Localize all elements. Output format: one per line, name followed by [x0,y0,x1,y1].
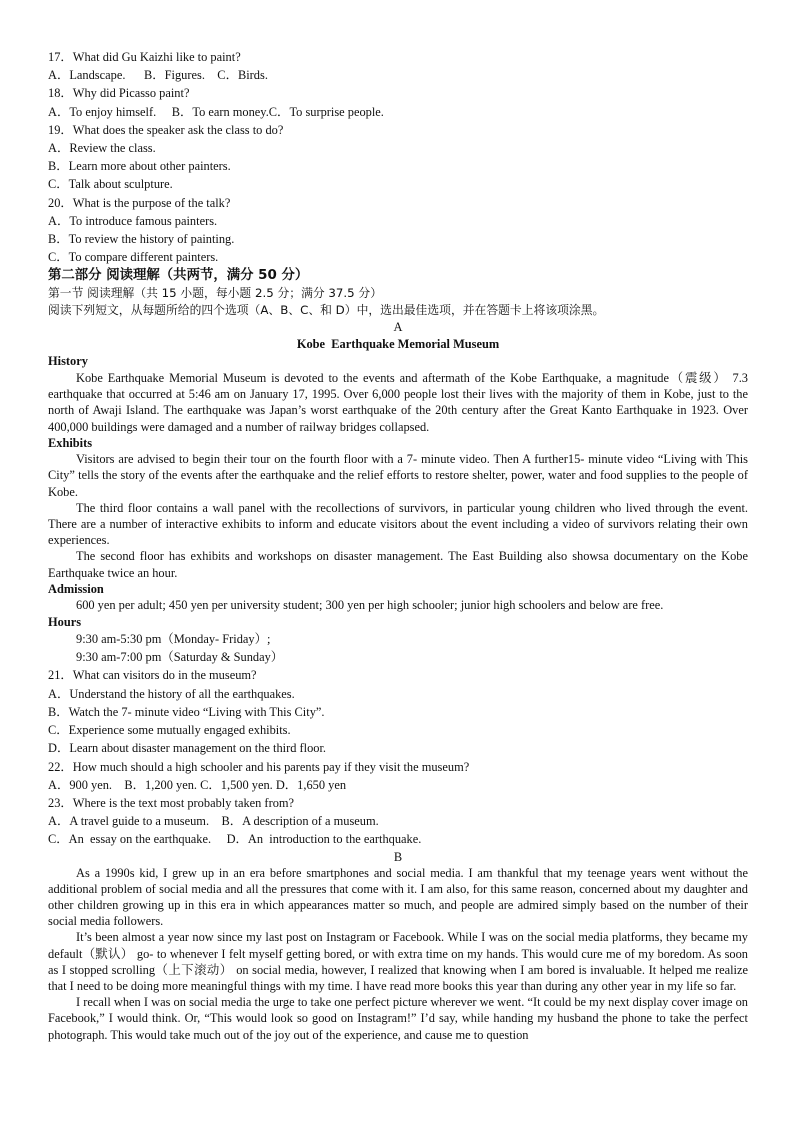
q21-option-d: D．Learn about disaster management on the third floor. [48,741,327,756]
q18-options: A．To enjoy himself. B．To earn money.C．To surprise people. [48,104,384,119]
q20-option-b: B．To review the history of painting. [48,232,235,247]
history-paragraph: Kobe Earthquake Memorial Museum is devoted to the events and aftermath of the Kobe Earthquake, a magnitude（震级） 7.3 earthquake that occurred at 5:46 am on January 17, 1995. Over 6,000 people lost their lives with the majority of them in Kobe, just to the north of Awaji Island. The earthquake was Japan’s worst earthquake of the 20th century after the Great Kanto Earthquake in 1923. Over 400,000 buildings were damaged and a number of railway bridges collapsed. [48,370,748,434]
q21-option-c: C．Experience some mutually engaged exhibits. [48,723,291,738]
q21-option-a: A．Understand the history of all the earthquakes. [48,686,295,701]
q17-stem: 17．What did Gu Kaizhi like to paint? [48,50,241,64]
part2-heading: 第二部分 阅读理解（共两节，满分 50 分） [48,268,309,284]
passage-a-title: Kobe Earthquake Memorial Museum [296,337,500,352]
q23-options-cd: C．An essay on the earthquake. D．An introduction to the earthquake. [48,832,422,847]
admission-heading: Admission [48,581,104,596]
exhibits-paragraph-3: The second floor has exhibits and workshops on disaster management. The East Building also showsa documentary on the Kobe Earthquake twice an hour. [48,549,748,580]
passage-a-letter: A [393,320,403,335]
q23-stem: 23．Where is the text most probably taken from? [48,795,295,810]
hours-heading: Hours [48,614,82,629]
q19-option-b: B．Learn more about other painters. [48,159,231,174]
passage-b-letter: B [393,849,403,864]
q21-stem: 21．What can visitors do in the museum? [48,668,257,683]
q20-stem: 20．What is the purpose of the talk? [48,195,231,210]
history-heading: History [48,354,88,369]
q17-options: A．Landscape. B．Figures. C．Birds. [48,68,268,83]
q19-stem: 19．What does the speaker ask the class to do? [48,122,284,137]
q22-stem: 22．How much should a high schooler and his parents pay if they visit the museum? [48,759,470,774]
passage-b-paragraph-2: It’s been almost a year now since my last post on Instagram or Facebook. While I was on the social media platforms, they became my default（默认） go- to whenever I felt myself getting bored, or with extra time on my hands. This would cure me of my boredom. As soon as I stopped scrolling（上下滚动） on social media, however, I realized that knowing when I am bored is invaluable. It helped me realize that I need to be doing more meaningful things with my time. I have read more books this year than during any other year in my life so far. [48,930,748,993]
reading-instruction: 阅读下列短文，从每题所给的四个选项（A、B、C、和 D）中，选出最佳选项，并在答题卡上将该项涂黑。 [48,303,605,318]
q22-options: A．900 yen. B．1,200 yen. C．1,500 yen. D．1,650 yen [48,777,347,792]
q21-option-b: B．Watch the 7- minute video “Living with This City”. [48,704,325,719]
hours-weekday: 9:30 am-5:30 pm（Monday- Friday）; [76,632,271,647]
exhibits-paragraph-2: The third floor contains a wall panel with the recollections of survivors, in particular young children who lived through the event. There are a number of interactive exhibits to inform and educate visitors about the event including a video of survivors relating their own experiences. [48,500,748,548]
exam-page [48,48,748,1043]
exhibits-heading: Exhibits [48,435,93,450]
admission-paragraph: 600 yen per adult; 450 yen per university student; 300 yen per high schooler; junior high schoolers and below are free. [76,598,664,613]
section1-heading: 第一节 阅读理解（共 15 小题，每小题 2.5 分；满分 37.5 分） [48,286,383,301]
passage-b-paragraph-1: As a 1990s kid, I grew up in an era before smartphones and social media. I am thankful that my teenage years went without the additional problem of social media and all the pressures that come with it. I am also, for this same reason, concerned about my daughter and other children growing up in this era in which appearances matter so much, and people are admired simply based on the number of their social media followers. [48,865,748,929]
hours-weekend: 9:30 am-7:00 pm（Saturday & Sunday） [76,650,284,665]
exhibits-paragraph-1: Visitors are advised to begin their tour on the fourth floor with a 7- minute video. Then A further15- minute video “Living with This City” tells the story of the events after the earthquake and the relief efforts to restore shelter, power, water and food supplies to the people of Kobe. [48,452,748,499]
passage-b-paragraph-3: I recall when I was on social media the urge to take one perfect picture wherever we went. “It could be my next display cover image on Facebook,” I would think. Or, “This would look so good on Instagram!” I’d say, while handing my husband the phone to take the perfect photograph. This would take much out of the joy out of the experience, and cause me to question [48,995,748,1042]
q18-stem: 18．Why did Picasso paint? [48,86,190,101]
q23-options-ab: A．A travel guide to a museum. B．A description of a museum. [48,814,379,829]
q19-option-a: A．Review the class. [48,141,156,156]
q19-option-c: C．Talk about sculpture. [48,177,173,192]
q20-option-c: C．To compare different painters. [48,250,219,265]
q20-option-a: A．To introduce famous painters. [48,213,218,228]
